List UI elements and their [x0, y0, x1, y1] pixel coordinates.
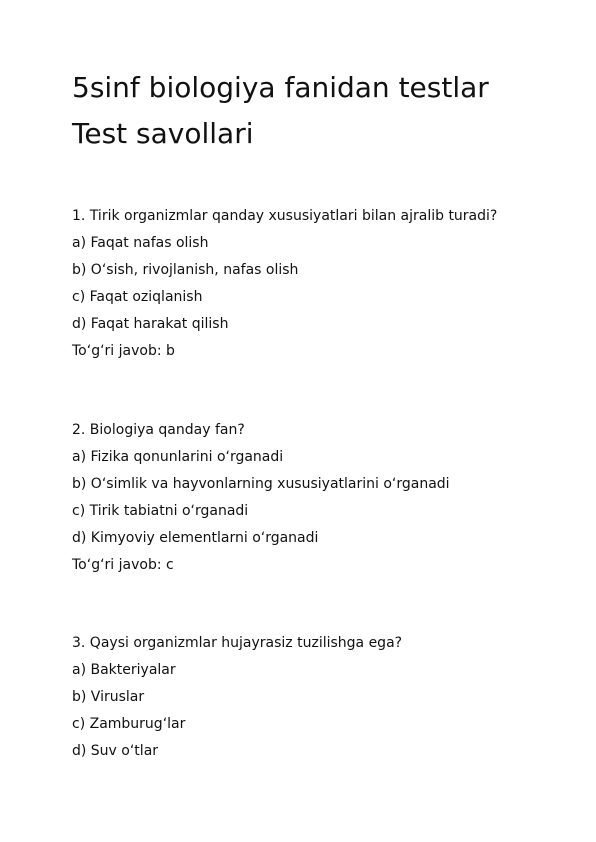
question-text: 3. Qaysi organizmlar hujayrasiz tuzilishga ega? [72, 635, 403, 651]
answer-option: d) Suv o‘tlar [72, 743, 159, 759]
document-subtitle: Test savollari [72, 117, 254, 150]
answer-option: a) Bakteriyalar [72, 662, 176, 678]
answer-option: c) Zamburug‘lar [72, 716, 186, 732]
answer-option: d) Faqat harakat qilish [72, 316, 229, 332]
question-block [72, 203, 572, 365]
document-title: 5sinf biologiya fanidan testlar [72, 71, 489, 104]
question-block [72, 630, 572, 765]
correct-answer: To‘g‘ri javob: b [72, 343, 175, 359]
answer-option: b) Viruslar [72, 689, 145, 705]
question-text: 2. Biologiya qanday fan? [72, 422, 245, 438]
question-block [72, 417, 572, 579]
answer-option: b) O‘simlik va hayvonlarning xususiyatlarini o‘rganadi [72, 476, 450, 492]
answer-option: c) Faqat oziqlanish [72, 289, 203, 305]
answer-option: d) Kimyoviy elementlarni o‘rganadi [72, 530, 319, 546]
answer-option: a) Faqat nafas olish [72, 235, 209, 251]
question-text: 1. Tirik organizmlar qanday xususiyatlari bilan ajralib turadi? [72, 208, 498, 224]
correct-answer: To‘g‘ri javob: c [72, 557, 174, 573]
answer-option: a) Fizika qonunlarini o‘rganadi [72, 449, 284, 465]
answer-option: c) Tirik tabiatni o‘rganadi [72, 503, 249, 519]
answer-option: b) O‘sish, rivojlanish, nafas olish [72, 262, 299, 278]
